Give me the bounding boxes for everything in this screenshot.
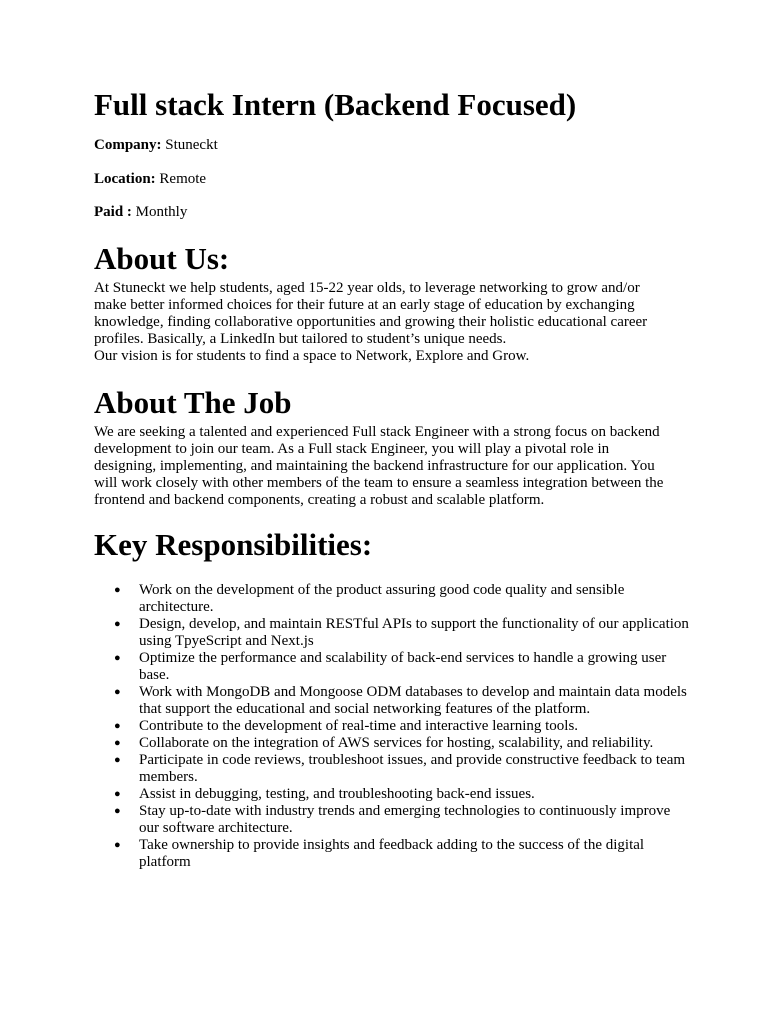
about-job-heading: About The Job bbox=[94, 385, 292, 420]
list-item bbox=[94, 752, 694, 786]
location-label: Location: bbox=[94, 171, 156, 187]
paid-value: Monthly bbox=[135, 204, 188, 220]
about-us-heading: About Us: bbox=[94, 241, 230, 276]
bullet-icon: ● bbox=[114, 754, 121, 766]
list-item bbox=[94, 837, 694, 871]
paid-label: Paid : bbox=[94, 204, 132, 220]
list-item-text: Assist in debugging, testing, and troubleshooting back-end issues. bbox=[139, 786, 535, 802]
list-item bbox=[94, 718, 694, 735]
bullet-icon: ● bbox=[114, 720, 121, 732]
bullet-icon: ● bbox=[114, 839, 121, 851]
list-item-text: Contribute to the development of real-time and interactive learning tools. bbox=[139, 718, 579, 734]
vision-paragraph: Our vision is for students to find a space to Network, Explore and Grow. bbox=[94, 348, 530, 364]
list-item-text: Take ownership to provide insights and feedback adding to the success of the digital platform bbox=[139, 837, 645, 870]
bullet-icon: ● bbox=[114, 618, 121, 630]
about-us-paragraph: At Stuneckt we help students, aged 15-22 year olds, to leverage networking to grow and/or make better informed choices for their future at an early stage of education by exchanging knowledge, finding collaborative opportunities and growing their holistic educational career profiles. Basically, a LinkedIn but tailored to student’s unique needs. bbox=[94, 280, 648, 347]
list-item-text: Participate in code reviews, troubleshoot issues, and provide constructive feedback to team members. bbox=[139, 752, 686, 785]
list-item bbox=[94, 684, 694, 718]
bullet-icon: ● bbox=[114, 788, 121, 800]
bullet-icon: ● bbox=[114, 805, 121, 817]
about-job-paragraph: We are seeking a talented and experienced Full stack Engineer with a strong focus on backend development to join our team. As a Full stack Engineer, you will play a pivotal role in designing, implementing, and maintaining the backend infrastructure for our application. You will work closely with other members of the team to ensure a seamless integration between the frontend and backend components, creating a robust and scalable platform. bbox=[94, 424, 664, 508]
bullet-icon: ● bbox=[114, 652, 121, 664]
location-value: Remote bbox=[159, 171, 207, 187]
bullet-icon: ● bbox=[114, 737, 121, 749]
company-label: Company: bbox=[94, 137, 162, 153]
list-item bbox=[94, 735, 694, 752]
bullet-icon: ● bbox=[114, 584, 121, 596]
responsibilities-list bbox=[94, 582, 694, 871]
company-line bbox=[94, 137, 694, 154]
list-item-text: Collaborate on the integration of AWS services for hosting, scalability, and reliability. bbox=[139, 735, 654, 751]
paid-line bbox=[94, 204, 694, 221]
list-item bbox=[94, 616, 694, 650]
job-title: Full stack Intern (Backend Focused) bbox=[94, 87, 577, 122]
list-item-text: Optimize the performance and scalability of back-end services to handle a growing user base. bbox=[139, 650, 667, 683]
list-item bbox=[94, 650, 694, 684]
bullet-icon: ● bbox=[114, 686, 121, 698]
list-item-text: Work with MongoDB and Mongoose ODM databases to develop and maintain data models that support the educational and social networking features of the platform. bbox=[139, 684, 687, 717]
list-item bbox=[94, 582, 694, 616]
list-item bbox=[94, 803, 694, 837]
list-item-text: Stay up-to-date with industry trends and emerging technologies to continuously improve our software architecture. bbox=[139, 803, 671, 836]
list-item-text: Design, develop, and maintain RESTful APIs to support the functionality of our application using TpyeScript and Next.js bbox=[139, 616, 689, 649]
location-line bbox=[94, 171, 694, 188]
company-value: Stuneckt bbox=[165, 137, 218, 153]
document-page bbox=[94, 84, 694, 871]
list-item bbox=[94, 786, 694, 803]
responsibilities-heading: Key Responsibilities: bbox=[94, 527, 373, 562]
list-item-text: Work on the development of the product assuring good code quality and sensible architecture. bbox=[139, 582, 625, 615]
